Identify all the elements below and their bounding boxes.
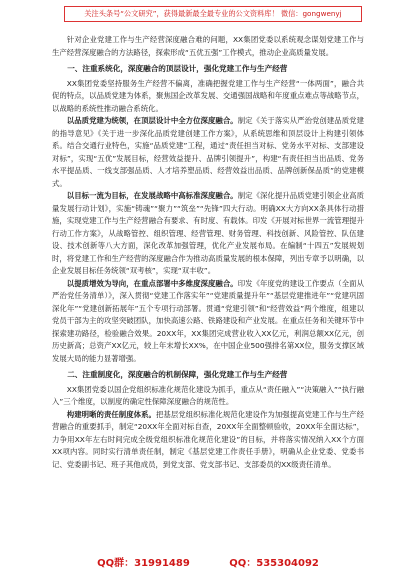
document-body: [52, 34, 364, 471]
section-heading-2: 二、注重制度化，深度融合的机制保障，强化党建工作与生产经营: [67, 370, 288, 379]
paragraph-4: [52, 278, 364, 366]
paragraph-5: XX集团党委以国企党组织标准化规范化建设为抓手，重点从“责任融入”“决策融入”“执行融入”三个维度，以制度的确定性保障深度融合的规范性。: [52, 384, 364, 406]
paragraph-2-body: 制定《关于落实从严治党创建品质党建的指导意见》《关于进一步深化品质党建创建工作方案》，从系统思维和顶层设计上构建引领体系。结合交通行业特色，实施“品质党建”工程，通过“责任担当对标、党务水平对标、支部建设对标”，实现“五优”发展目标，经营效益提升、品牌引领提升”，构建“有责任担当出品质、党务水平提品质、一线支部强品质、人才培养塑品质、经营效益出品质、品牌创新保品质”的党建模式。: [52, 116, 364, 188]
paragraph-6-body: 把基层党组织标准化规范化建设作为加强提高党建工作与生产经营融合的重要抓手，制定“20XX年全面对标自查，20XX年全面整顿验收，20XX年全面达标”，力争用XX年左右时间完成全级党组织标准化规范化建设”的目标，并将落实情况纳入XX个方面XX项内容。同时实行清单责任制，制定《基层党建工作责任手册》，明确从企业党委、党委书记、党委副书记、班子其他成员，到党支部、党支部书记、支部委员的XX级责任清单。: [52, 409, 364, 469]
qq-number-text: QQ：535304092: [229, 558, 319, 569]
paragraph-2-lead: 以品质党建为统领，在顶层设计中全方位深度融合。: [66, 116, 238, 125]
paragraph-4-body: 印发《年度党的建设工作要点（全面从严治党任务清单）》，深入贯彻“党建工作落实年”“党建质量提升年”“基层党建推进年”“党建巩固深化年”“党建创新拓展年”五个专项行动部署。贯通“党建引领”和“经营效益”两个维度，组建以党员干部为主的攻坚突破团队，加快高速公路、铁路建设和产业发展。在重点任务和关键环节中探索建功路径，检验融合效果。20XX年，XX集团完成营业收入XX亿元，利润总额XX亿元，创历史新高；总资产XX亿元，较上年末增长XX%，在中国企业500强排名第XX位，服务支撑区域发展大局的能力显著增强。: [52, 278, 364, 363]
paragraph-3-body: 制定《深化提升品质党建引领企业高质量发展行动计划》，实施“铸魂”“聚力”“筑垒”“先锋”四大行动。明确XX大方向XX条具体行动措施，实现党建工作与生产经营融合有要求、有时度、有载体。印发《开展对标世界一流管理提升行动工作方案》，从战略管控、组织管理、经营管理、财务管理、科技创新、风险管控、队伍建设、技术创新等八大方面，深化改革加强管理，优化产业发展布局。在编制“十四五”发展规划时，将党建工作和生产经营的深度融合作为推动高质量发展的根本保障，列出专章予以明确，以企业发展目标任务统领“双考核”，实现“双丰收”。: [52, 191, 364, 275]
contact-footer: [52, 554, 364, 569]
qq-group-text: QQ群：31991489: [97, 558, 190, 569]
paragraph-3-lead: 以目标一流为目标，在发展战略中高标准深度融合。: [66, 191, 238, 200]
paragraph-4-lead: 以提质增效为导向，在重点部署中多维度深度融合。: [66, 278, 238, 288]
paragraph-6: [52, 409, 364, 472]
paragraph-6-lead: 构建明晰的责任制度体系。: [66, 409, 156, 419]
paragraph-2: [52, 115, 364, 190]
paragraph-3: [52, 190, 364, 278]
section-heading-1: 一、注重系统化，深度融合的顶层设计，强化党建工作与生产经营: [67, 64, 288, 73]
intro-paragraph: 针对企业党建工作与生产经营深度融合难的问题，XX集团党委以系统观念谋划党建工作与生产经营深度融合的方法路径，探索形成“五优五强”工作模式，推动企业高质量发展。: [52, 35, 364, 57]
paragraph-1: XX集团党委坚持服务生产经营不偏离，准确把握党建工作与生产经营“一体两面”，融合共促的特点，以品质党建为体系，聚焦国企改革发展、交通强国战略和年度重点难点等战略节点，以战略的系统性推动融合系统化。: [52, 78, 364, 113]
promo-banner: 关注头条号“公文研究”，获得最新最全最专业的公文资料库！ 微信：gongwenyj: [64, 6, 362, 22]
